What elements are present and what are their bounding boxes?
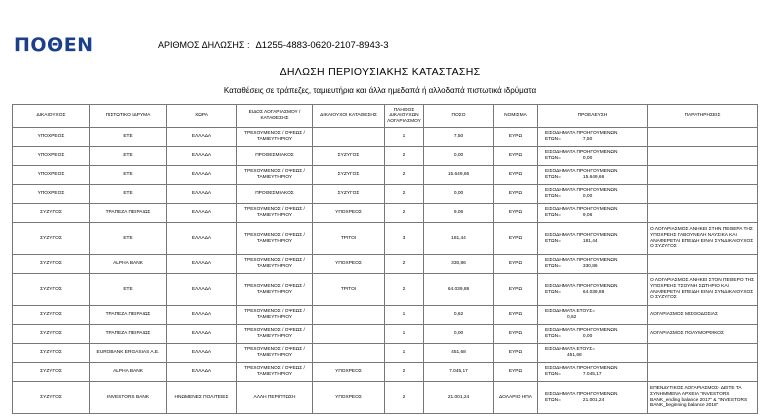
table-cell: ΥΠΟΧΡΕΟΣ: [13, 128, 90, 147]
table-cell: ΤΡΕΧΟΥΜΕΝΟΣ / ΟΨΕΩΣ / ΤΑΜΙΕΥΤΗΡΙΟΥ: [237, 255, 313, 274]
table-header-row: [13, 105, 758, 128]
origin-line-1: ΕΙΣΟΔΗΜΑΤΑ ΠΡΟΗΓΟΥΜΕΝΩΝ: [545, 366, 618, 372]
origin-line-1: ΕΙΣΟΔΗΜΑΤΑ ΠΡΟΗΓΟΥΜΕΝΩΝ: [545, 258, 618, 264]
table-cell: 1: [385, 325, 424, 344]
table-row: [13, 204, 758, 223]
origin-line-1: ΕΙΣΟΔΗΜΑΤΑ ΠΡΟΗΓΟΥΜΕΝΩΝ: [545, 207, 618, 213]
origin-line-2: [539, 264, 646, 270]
table-cell: INVESTORS BANK: [90, 382, 167, 414]
origin-cell: [538, 166, 648, 185]
col-header: ΕΙΔΟΣ ΛΟΓΑΡΙΑΣΜΟΥ / ΚΑΤΑΘΕΣΗΣ: [237, 105, 313, 128]
table-cell: ΥΠΟΧΡΕΟΣ: [313, 204, 385, 223]
table-cell: ΣΥΖΥΓΟΣ: [13, 274, 90, 306]
table-cell: ΣΥΖΥΓΟΣ: [13, 223, 90, 255]
origin-value: 181,44: [582, 238, 598, 244]
origin-line-2: [539, 334, 646, 340]
table-cell: ΥΠΟΧΡΕΟΣ: [313, 363, 385, 382]
table-cell: ΕΛΛΑΔΑ: [167, 344, 237, 363]
origin-cell: [538, 204, 648, 223]
table-cell: 1: [385, 344, 424, 363]
table-cell: ΔΟΛΑΡΙΟ ΗΠΑ: [494, 382, 538, 414]
table-cell: ΕΤΕ: [90, 166, 167, 185]
table-cell: ΕΥΡΩ: [494, 147, 538, 166]
origin-value: 0,00: [582, 334, 593, 339]
table-cell: ΣΥΖΥΓΟΣ: [13, 382, 90, 414]
table-cell: ΣΥΖΥΓΟΣ: [13, 306, 90, 325]
table-cell: 181,44: [424, 223, 494, 255]
table-cell: 9,06: [424, 204, 494, 223]
origin-line-2: [539, 290, 646, 296]
table-cell: ΕΤΕ: [90, 147, 167, 166]
remarks-cell: ΕΠΕΝΔΥΤΙΚΟΣ ΛΟΓΑΡΙΑΣΜΟΣ- ΔΕΙΤΕ ΤΑ ΣΥΝΗΜΜΕΝΑ ΑΡΧΕΙΑ "INVESTORS BANK_ending balance 2017" & "INVESTORS BANK_beginning balance 2018": [648, 382, 758, 414]
origin-line-2: [539, 137, 646, 143]
table-cell: ΥΠΟΧΡΕΟΣ: [13, 185, 90, 204]
table-cell: ΕΤΕ: [90, 185, 167, 204]
table-cell: ΣΥΖΥΓΟΣ: [313, 166, 385, 185]
table-row: [13, 382, 758, 414]
table-cell: 2: [385, 382, 424, 414]
table-cell: ΕΥΡΩ: [494, 128, 538, 147]
table-cell: ΕΛΛΑΔΑ: [167, 255, 237, 274]
table-cell: ΕΤΕ: [90, 274, 167, 306]
table-cell: 2: [385, 363, 424, 382]
origin-cell: [538, 382, 648, 414]
table-cell: ΕΥΡΩ: [494, 166, 538, 185]
col-header: ΔΙΚΑΙΟΥΧΟΙ ΚΑΤΑΘΕΣΗΣ: [313, 105, 385, 128]
table-cell: 330,86: [424, 255, 494, 274]
table-cell: ΕΤΕ: [90, 128, 167, 147]
table-row: [13, 344, 758, 363]
table-cell: 1: [385, 128, 424, 147]
table-cell: 0,62: [424, 306, 494, 325]
col-header: ΝΟΜΙΣΜΑ: [494, 105, 538, 128]
table-cell: ΣΥΖΥΓΟΣ: [313, 147, 385, 166]
origin-line-1: ΕΙΣΟΔΗΜΑΤΑ ΠΡΟΗΓΟΥΜΕΝΩΝ: [545, 150, 618, 156]
table-cell: ΕΥΡΩ: [494, 185, 538, 204]
origin-cell: [538, 363, 648, 382]
col-header: ΧΩΡΑ: [167, 105, 237, 128]
table-row: [13, 147, 758, 166]
table-cell: ΣΥΖΥΓΟΣ: [13, 325, 90, 344]
table-cell: ΥΠΟΧΡΕΟΣ: [13, 166, 90, 185]
origin-line-1: ΕΙΣΟΔΗΜΑΤΑ ΕΤΟΥΣ=: [545, 309, 596, 315]
origin-label: ΕΤΩΝ=: [545, 397, 561, 403]
table-cell: ΕΥΡΩ: [494, 363, 538, 382]
table-cell: ΠΡΟΘΕΣΜΙΑΚΟΣ: [237, 185, 313, 204]
origin-label: ΕΤΩΝ=: [545, 213, 561, 218]
declaration-number: [158, 40, 389, 51]
origin-value: 0,00: [582, 156, 593, 161]
declaration-number-value: Δ1255-4883-0620-2107-8943-3: [255, 40, 389, 51]
table-cell: ΕΥΡΩ: [494, 306, 538, 325]
table-body: [13, 128, 758, 414]
declaration-number-label: ΑΡΙΘΜΟΣ ΔΗΛΩΣΗΣ :: [158, 40, 250, 50]
origin-line-2: [539, 239, 646, 245]
table-cell: ΤΡΕΧΟΥΜΕΝΟΣ / ΟΨΕΩΣ / ΤΑΜΙΕΥΤΗΡΙΟΥ: [237, 223, 313, 255]
origin-label: ΕΤΩΝ=: [545, 334, 561, 339]
origin-line-1: ΕΙΣΟΔΗΜΑΤΑ ΠΡΟΗΓΟΥΜΕΝΩΝ: [545, 391, 618, 397]
table-row: [13, 128, 758, 147]
col-header: ΠΡΟΕΛΕΥΣΗ: [538, 105, 648, 128]
table-cell: ΕΥΡΩ: [494, 204, 538, 223]
origin-line-1: ΕΙΣΟΔΗΜΑΤΑ ΠΡΟΗΓΟΥΜΕΝΩΝ: [545, 131, 618, 137]
origin-label: ΕΤΩΝ=: [545, 372, 561, 377]
table-cell: ΠΡΟΘΕΣΜΙΑΚΟΣ: [237, 147, 313, 166]
table-cell: 2: [385, 166, 424, 185]
table-row: [13, 306, 758, 325]
origin-label: ΕΤΩΝ=: [545, 264, 561, 269]
table-cell: ΤΡΕΧΟΥΜΕΝΟΣ / ΟΨΕΩΣ / ΤΑΜΙΕΥΤΗΡΙΟΥ: [237, 274, 313, 306]
origin-line-1: ΕΙΣΟΔΗΜΑΤΑ ΠΡΟΗΓΟΥΜΕΝΩΝ: [545, 232, 618, 238]
table-cell: 3: [385, 223, 424, 255]
table-row: [13, 185, 758, 204]
table-cell: ΕΥΡΩ: [494, 274, 538, 306]
table-cell: ΣΥΖΥΓΟΣ: [13, 363, 90, 382]
origin-line-2: [539, 398, 646, 404]
origin-cell: [538, 223, 648, 255]
table-cell: ΤΡΕΧΟΥΜΕΝΟΣ / ΟΨΕΩΣ / ΤΑΜΙΕΥΤΗΡΙΟΥ: [237, 166, 313, 185]
origin-line-2: [539, 315, 646, 321]
table-row: [13, 325, 758, 344]
table-cell: ΤΡΑΠΕΖΑ ΠΕΙΡΑΙΩΣ: [90, 306, 167, 325]
table-cell: [313, 306, 385, 325]
table-cell: 2: [385, 274, 424, 306]
origin-line-2: [539, 372, 646, 378]
remarks-cell: [648, 344, 758, 363]
origin-label: ΕΤΩΝ=: [545, 175, 561, 180]
table-cell: 0,00: [424, 147, 494, 166]
remarks-cell: [648, 204, 758, 223]
table-cell: ΣΥΖΥΓΟΣ: [13, 204, 90, 223]
table-cell: ΗΝΩΜΕΝΕΣ ΠΟΛΙΤΕΙΕΣ: [167, 382, 237, 414]
origin-cell: [538, 274, 648, 306]
table-cell: ΤΡΕΧΟΥΜΕΝΟΣ / ΟΨΕΩΣ / ΤΑΜΙΕΥΤΗΡΙΟΥ: [237, 363, 313, 382]
origin-label: ΕΤΩΝ=: [545, 194, 561, 199]
origin-cell: [538, 344, 648, 363]
logo: ΠΟΘΕΝ: [14, 34, 94, 56]
deposits-table: [12, 104, 758, 414]
origin-cell: [538, 255, 648, 274]
table-cell: ΕΛΛΑΔΑ: [167, 147, 237, 166]
table-row: [13, 166, 758, 185]
table-cell: 451,68: [424, 344, 494, 363]
remarks-cell: [648, 255, 758, 274]
table-cell: [313, 325, 385, 344]
table-cell: EUROBANK ERGASIAS A.E.: [90, 344, 167, 363]
table-cell: ΤΡΕΧΟΥΜΕΝΟΣ / ΟΨΕΩΣ / ΤΑΜΙΕΥΤΗΡΙΟΥ: [237, 325, 313, 344]
col-header: ΠΛΗΘΟΣ ΔΙΚΑΙΟΥΧΩΝ ΛΟΓΑΡΙΑΣΜΟΥ: [385, 105, 424, 128]
origin-cell: [538, 325, 648, 344]
origin-value: 9,06: [582, 213, 593, 218]
table-cell: ΕΛΛΑΔΑ: [167, 363, 237, 382]
table-cell: ΤΡΕΧΟΥΜΕΝΟΣ / ΟΨΕΩΣ / ΤΑΜΙΕΥΤΗΡΙΟΥ: [237, 204, 313, 223]
table-cell: ΕΥΡΩ: [494, 325, 538, 344]
table-cell: 2: [385, 204, 424, 223]
col-header: ΔΙΚΑΙΟΥΧΟΣ: [13, 105, 90, 128]
col-header: ΠΟΣΟ: [424, 105, 494, 128]
remarks-cell: [648, 185, 758, 204]
table-cell: 2: [385, 147, 424, 166]
remarks-cell: [648, 166, 758, 185]
origin-value: 64.039,88: [582, 289, 605, 295]
table-cell: 7.045,17: [424, 363, 494, 382]
origin-value: 0,00: [582, 194, 593, 199]
table-cell: ΤΡΑΠΕΖΑ ΠΕΙΡΑΙΩΣ: [90, 204, 167, 223]
origin-value: 15.649,66: [582, 175, 605, 180]
table-cell: ΑΛΛΗ ΠΕΡΙΠΤΩΣΗ: [237, 382, 313, 414]
origin-line-1: ΕΙΣΟΔΗΜΑΤΑ ΠΡΟΗΓΟΥΜΕΝΩΝ: [545, 169, 618, 175]
col-header: ΠΙΣΤΩΤΙΚΟ ΙΔΡΥΜΑ: [90, 105, 167, 128]
page-subtitle: Καταθέσεις σε τράπεζες, ταμιευτήρια και άλλα ημεδαπά ή αλλοδαπά πιστωτικά ιδρύματα: [223, 86, 537, 95]
table-cell: 2: [385, 185, 424, 204]
table-cell: ΣΥΖΥΓΟΣ: [13, 344, 90, 363]
table-cell: ΕΛΛΑΔΑ: [167, 204, 237, 223]
table-cell: ΕΥΡΩ: [494, 223, 538, 255]
table-cell: ΕΛΛΑΔΑ: [167, 306, 237, 325]
origin-label: ΕΤΩΝ=: [545, 289, 561, 295]
origin-value: 330,86: [582, 264, 598, 269]
table-cell: ΕΥΡΩ: [494, 344, 538, 363]
origin-line-1: ΕΙΣΟΔΗΜΑΤΑ ΠΡΟΗΓΟΥΜΕΝΩΝ: [545, 283, 618, 289]
origin-label: ΕΤΩΝ=: [545, 238, 561, 244]
table-cell: [313, 128, 385, 147]
origin-value: 21.001,24: [582, 397, 605, 403]
table-cell: 15.649,66: [424, 166, 494, 185]
table-cell: ΥΠΟΧΡΕΟΣ: [313, 255, 385, 274]
table-cell: ΣΥΖΥΓΟΣ: [313, 185, 385, 204]
origin-value: 0,62: [567, 315, 577, 320]
table-row: [13, 223, 758, 255]
table-cell: ΕΛΛΑΔΑ: [167, 185, 237, 204]
remarks-cell: [648, 147, 758, 166]
table-cell: ΕΥΡΩ: [494, 255, 538, 274]
table-cell: [313, 344, 385, 363]
table-cell: ΤΡΕΧΟΥΜΕΝΟΣ / ΟΨΕΩΣ / ΤΑΜΙΕΥΤΗΡΙΟΥ: [237, 344, 313, 363]
table-cell: ΥΠΟΧΡΕΟΣ: [313, 382, 385, 414]
origin-line-2: [539, 194, 646, 200]
origin-line-2: [539, 156, 646, 162]
origin-label: ΕΤΩΝ=: [545, 156, 561, 161]
table-cell: 0,00: [424, 325, 494, 344]
table-cell: ΤΡΑΠΕΖΑ ΠΕΙΡΑΙΩΣ: [90, 325, 167, 344]
table-cell: 0,00: [424, 185, 494, 204]
table-cell: 64.039,88: [424, 274, 494, 306]
origin-line-2: [539, 213, 646, 219]
table-cell: ΕΛΛΑΔΑ: [167, 274, 237, 306]
table-cell: ΕΤΕ: [90, 223, 167, 255]
table-cell: ΤΡΙΤΟΙ: [313, 223, 385, 255]
table-cell: ΣΥΖΥΓΟΣ: [13, 255, 90, 274]
origin-cell: [538, 128, 648, 147]
origin-line-2: [539, 175, 646, 181]
page-title: ΔΗΛΩΣΗ ΠΕΡΙΟΥΣΙΑΚΗΣ ΚΑΤΑΣΤΑΣΗΣ: [279, 66, 481, 78]
table-row: [13, 255, 758, 274]
origin-line-1: ΕΙΣΟΔΗΜΑΤΑ ΕΤΟΥΣ=: [545, 347, 596, 353]
remarks-cell: Ο ΛΟΓΑΡΙΑΣΜΟΣ ΑΝΗΚΕΙ ΣΤΟΝ ΠΕΘΕΡΟ ΤΗΣ ΥΠΟΧΡΕΗΣ ΤΣΟΥΝΗ ΣΩΤΗΡΙΟ ΚΑΙ ΑΝΑΦΕΡΕΤΑΙ ΕΠΕΙΔΗ ΕΙΝΑΙ ΣΥΝΔΙΚΑΙΟΥΧΟΣ Ο ΣΥΖΥΓΟΣ: [648, 274, 758, 306]
table-row: [13, 363, 758, 382]
table-cell: ΕΛΛΑΔΑ: [167, 166, 237, 185]
table-cell: ΕΛΛΑΔΑ: [167, 128, 237, 147]
remarks-cell: ΛΟΓΑΡΙΑΣΜΟΣ ΜΙΣΘΟΔΟΣΙΑΣ: [648, 306, 758, 325]
origin-value: 7,50: [582, 137, 593, 142]
remarks-cell: ΛΟΓΑΡΙΑΣΜΟΣ ΠΟΛΥΜΟΡΦΙΚΟΣ: [648, 325, 758, 344]
table-cell: ΤΡΙΤΟΙ: [313, 274, 385, 306]
remarks-cell: [648, 128, 758, 147]
table-cell: 7,50: [424, 128, 494, 147]
table-row: [13, 274, 758, 306]
origin-line-1: ΕΙΣΟΔΗΜΑΤΑ ΠΡΟΗΓΟΥΜΕΝΩΝ: [545, 328, 618, 334]
origin-line-1: ΕΙΣΟΔΗΜΑΤΑ ΠΡΟΗΓΟΥΜΕΝΩΝ: [545, 188, 618, 194]
table-cell: ΤΡΕΧΟΥΜΕΝΟΣ / ΟΨΕΩΣ / ΤΑΜΙΕΥΤΗΡΙΟΥ: [237, 306, 313, 325]
origin-cell: [538, 306, 648, 325]
origin-value: 451,68: [567, 353, 582, 358]
origin-label: ΕΤΩΝ=: [545, 137, 561, 142]
table-cell: ΕΛΛΑΔΑ: [167, 325, 237, 344]
origin-line-2: [539, 353, 646, 359]
origin-value: 7.045,17: [582, 372, 602, 377]
remarks-cell: Ο ΛΟΓΑΡΙΑΣΜΟΣ ΑΝΗΚΕΙ ΣΤΗΝ ΠΕΘΕΡΑ ΤΗΣ ΥΠΟΧΡΕΗΣ ΓΑΒΟΥΝΕΛΗ ΝΑΥΣΙΚΑ ΚΑΙ ΑΝΑΦΕΡΕΤΑΙ ΕΠΕΙΔΗ ΕΙΝΑΙ ΣΥΝΔΙΚΑΙΟΥΧΟΣ Ο ΣΥΖΥΓΟΣ: [648, 223, 758, 255]
table-cell: 1: [385, 306, 424, 325]
col-header: ΠΑΡΑΤΗΡΗΣΕΙΣ: [648, 105, 758, 128]
table-cell: 2: [385, 255, 424, 274]
origin-cell: [538, 185, 648, 204]
table-cell: ΕΛΛΑΔΑ: [167, 223, 237, 255]
table-cell: ALPHA BANK: [90, 363, 167, 382]
remarks-cell: [648, 363, 758, 382]
table-cell: ALPHA BANK: [90, 255, 167, 274]
table-cell: ΤΡΕΧΟΥΜΕΝΟΣ / ΟΨΕΩΣ / ΤΑΜΙΕΥΤΗΡΙΟΥ: [237, 128, 313, 147]
table-cell: 21.001,24: [424, 382, 494, 414]
origin-cell: [538, 147, 648, 166]
table-cell: ΥΠΟΧΡΕΟΣ: [13, 147, 90, 166]
